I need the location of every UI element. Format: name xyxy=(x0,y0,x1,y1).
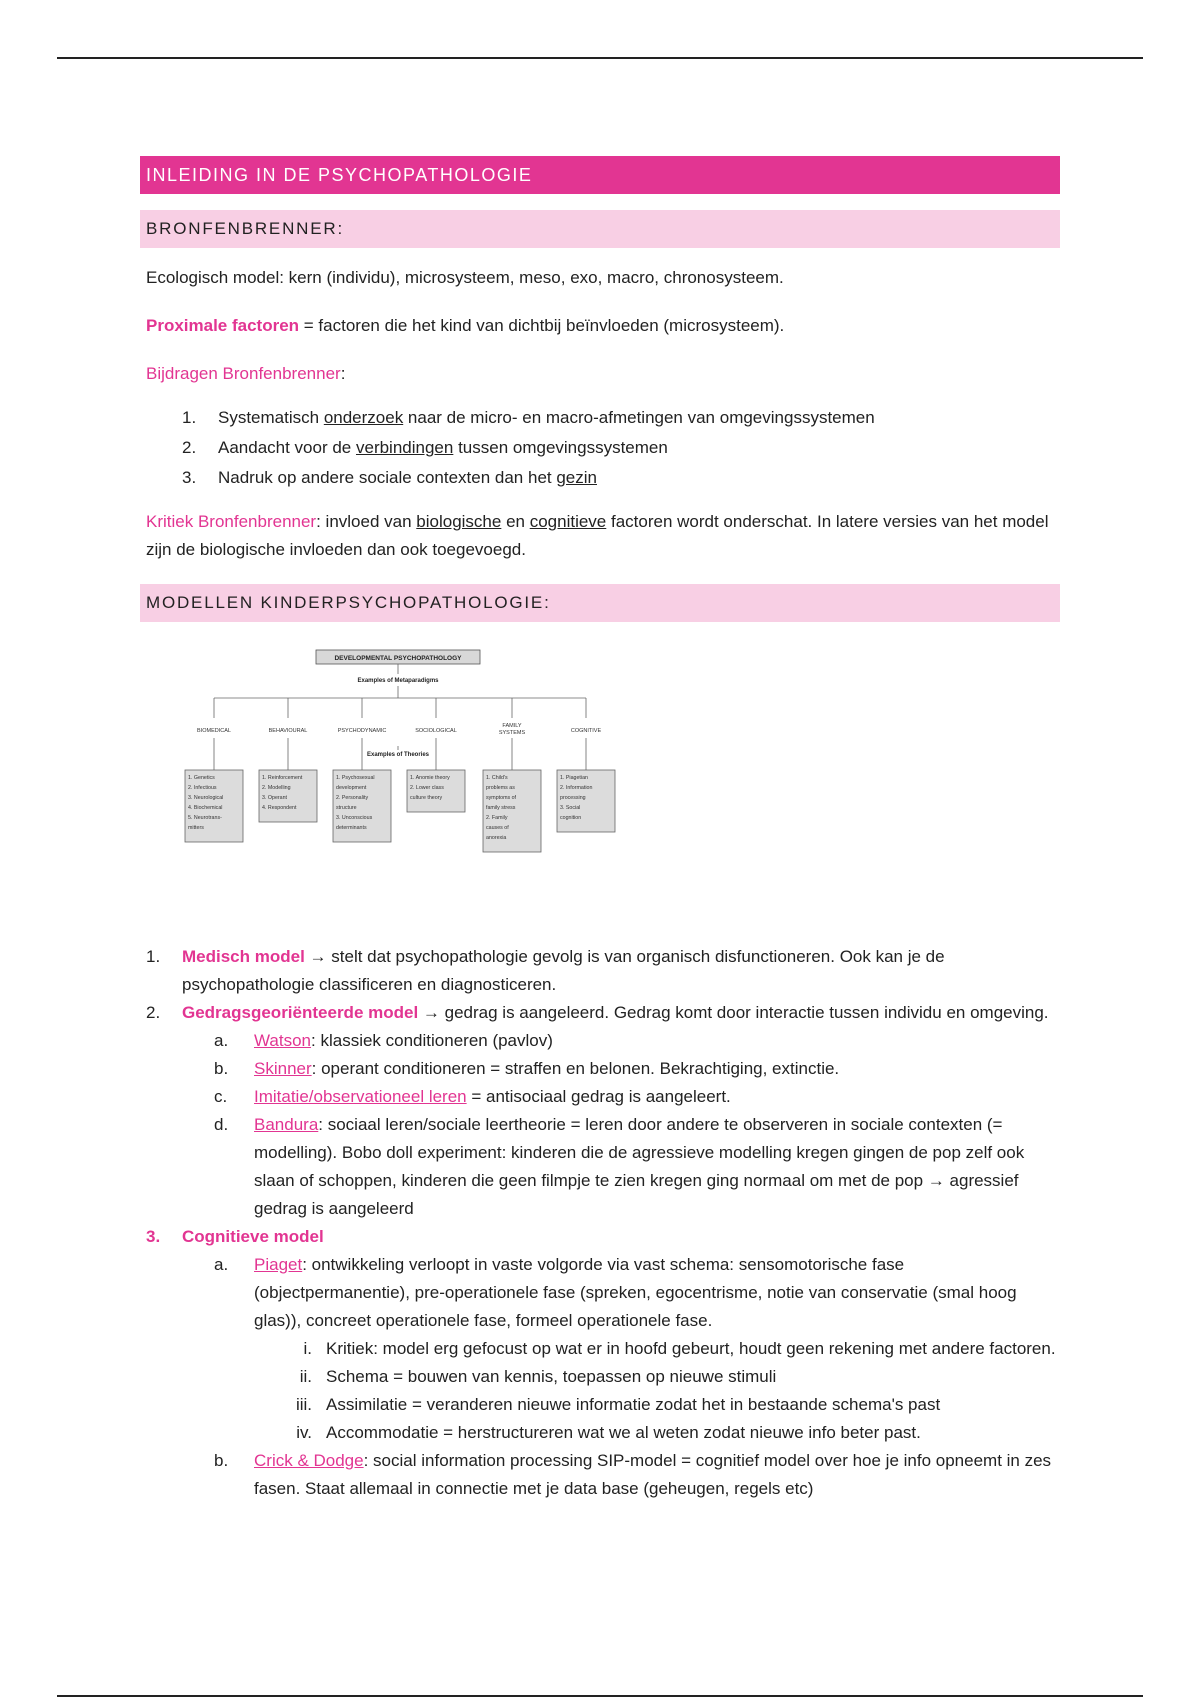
diagram-theory-item: 1. Genetics xyxy=(188,775,215,781)
list-roman: ii. xyxy=(299,1367,312,1386)
list-item xyxy=(140,404,1060,432)
diagram-theory-item: structure xyxy=(336,805,357,811)
list-number: 2. xyxy=(146,1003,161,1022)
link-crick-dodge[interactable]: Crick & Dodge xyxy=(254,1451,364,1470)
critique-text: factoren wordt onderschat. In latere versies van het model zijn de biologische invloeden dan ook toegevoegd. xyxy=(146,512,1049,559)
list-letter: c. xyxy=(214,1087,228,1106)
term-medical-model: Medisch model xyxy=(182,947,305,966)
underlined-word: verbindingen xyxy=(355,438,454,457)
critique-label: Kritiek Bronfenbrenner xyxy=(146,512,317,531)
link-bandura[interactable]: Bandura xyxy=(254,1115,319,1134)
document-body xyxy=(140,156,1060,1503)
diagram-sublabel-metaparadigms: Examples of Metaparadigms xyxy=(357,678,439,684)
list-text: tussen omgevingssystemen xyxy=(453,438,668,457)
list-letter: b. xyxy=(214,1451,229,1470)
diagram-theory-item: 2. Modelling xyxy=(262,785,291,791)
arrow-icon: → xyxy=(304,947,332,966)
roman-item-text: Assimilatie = veranderen nieuwe informatie zodat het in bestaande schema's past xyxy=(326,1395,941,1414)
paragraph-proximal-factors xyxy=(146,312,1060,340)
diagram-theory-item: 3. Unconscious xyxy=(336,815,373,821)
underlined-word: gezin xyxy=(556,468,597,487)
diagram-theory-item: mitters xyxy=(188,825,204,831)
main-heading: INLEIDING IN DE PSYCHOPATHOLOGIE xyxy=(140,156,1060,194)
model-description: stelt dat psychopathologie gevolg is van organisch disfunctioneren. Ook kan je de psychopathologie classificeren en diagnosticeren. xyxy=(182,947,945,994)
list-item xyxy=(140,464,1060,492)
section-heading-bronfenbrenner: BRONFENBRENNER: xyxy=(140,210,1060,248)
sub-item xyxy=(140,1251,1060,1335)
model-item-cognitive xyxy=(140,1223,1060,1251)
list-letter: b. xyxy=(214,1059,229,1078)
diagram-theory-item: 2. Information xyxy=(560,785,593,791)
diagram-column-label: BIOMEDICAL xyxy=(197,728,231,734)
diagram-theory-item: 2. Infectious xyxy=(188,785,217,791)
diagram-column-label: PSYCHODYNAMIC xyxy=(337,728,387,734)
sub-item-text: : ontwikkeling verloopt in vaste volgorde via vast schema: sensomotorische fase (objectpermanentie), pre-operationele fase (spreken, egocentrisme, notie van conservatie (smal hoog glas)), concreet operationele fase, formeel operationele fase. xyxy=(254,1255,1017,1330)
diagram-theory-item: 3. Neurological xyxy=(188,795,224,801)
link-piaget[interactable]: Piaget xyxy=(254,1255,303,1274)
paragraph-critique xyxy=(146,508,1060,564)
roman-item-text: Kritiek: model erg gefocust op wat er in hoofd gebeurt, houdt geen rekening met andere factoren. xyxy=(326,1339,1056,1358)
diagram-column-label: SOCIOLOGICAL xyxy=(415,728,457,734)
diagram-theory-item: 2. Family xyxy=(486,815,508,821)
critique-text: : invloed van xyxy=(316,512,417,531)
arrow-icon: → xyxy=(418,1003,445,1022)
link-watson[interactable]: Watson xyxy=(254,1031,312,1050)
sub-item-text: : klassiek conditioneren (pavlov) xyxy=(311,1031,553,1050)
top-rule xyxy=(57,57,1143,59)
roman-item-text: Schema = bouwen van kennis, toepassen op nieuwe stimuli xyxy=(326,1367,777,1386)
roman-item xyxy=(140,1363,1060,1391)
diagram-theory-item: 1. Child's xyxy=(486,775,508,781)
diagram-theory-item: 3. Social xyxy=(560,805,581,811)
model-item-medical xyxy=(140,943,1060,999)
sub-item xyxy=(140,1083,1060,1111)
underlined-word: biologische xyxy=(416,512,502,531)
sub-item-text: : sociaal leren/sociale leertheorie = leren door andere te observeren in sociale contexten (= modelling). Bobo doll experiment: kinderen die de agressieve modelling kregen gingen de pop zelf ook slaan of schoppen, kinderen die geen filmpje te zien kregen ging normaal om met de pop → agressief gedrag is aangeleerd xyxy=(254,1115,1025,1218)
list-number: 1. xyxy=(182,408,197,427)
sub-item-text: = antisociaal gedrag is aangeleert. xyxy=(466,1087,731,1106)
models-list xyxy=(140,943,1060,1503)
diagram-theory-item: family stress xyxy=(486,805,516,811)
proximal-factors-definition: = factoren die het kind van dichtbij beïnvloeden (microsysteem). xyxy=(299,316,785,335)
sub-item-text: : social information processing SIP-model = cognitief model over hoe je info opneemt in zes fasen. Staat allemaal in connectie met je data base (geheugen, regels etc) xyxy=(254,1451,1052,1498)
diagram-theory-item: causes of xyxy=(486,825,509,831)
term-proximal-factors: Proximale factoren xyxy=(146,316,300,335)
term-behavioral-model: Gedragsgeoriënteerde model xyxy=(182,1003,419,1022)
list-number: 1. xyxy=(146,947,161,966)
diagram-theory-item: symptoms of xyxy=(486,795,517,801)
diagram-theory-item: 2. Personality xyxy=(336,795,369,801)
model-item-behavioral xyxy=(140,999,1060,1027)
list-letter: d. xyxy=(214,1115,229,1134)
sub-item xyxy=(140,1055,1060,1083)
diagram-theory-item: culture theory xyxy=(410,795,443,801)
diagram-theory-item: development xyxy=(336,785,367,791)
list-number: 3. xyxy=(146,1227,161,1246)
diagram-column-label: FAMILY xyxy=(502,723,522,729)
link-skinner[interactable]: Skinner xyxy=(254,1059,312,1078)
diagram-column-label: COGNITIVE xyxy=(570,728,602,734)
bottom-rule xyxy=(57,1695,1143,1697)
sub-item xyxy=(140,1027,1060,1055)
diagram-theory-item: 1. Piagetian xyxy=(560,775,588,781)
diagram-theory-item: 1. Psychosexual xyxy=(336,775,375,781)
list-roman: i. xyxy=(303,1339,312,1358)
psychopathology-diagram xyxy=(166,646,636,916)
diagram-theory-item: 5. Neurotrans- xyxy=(188,815,222,821)
list-text: Aandacht voor de xyxy=(218,438,356,457)
list-letter: a. xyxy=(214,1031,229,1050)
list-roman: iii. xyxy=(295,1395,312,1414)
diagram-theory-item: 2. Lower class xyxy=(410,785,444,791)
diagram-column-label: BEHAVIOURAL xyxy=(268,728,308,734)
section-heading-models: MODELLEN KINDERPSYCHOPATHOLOGIE: xyxy=(140,584,1060,622)
roman-item-text: Accommodatie = herstructureren wat we al weten zodat nieuwe info beter past. xyxy=(326,1423,921,1442)
roman-item xyxy=(140,1391,1060,1419)
diagram-column-label: SYSTEMS xyxy=(498,730,526,736)
list-text: naar de micro- en macro-afmetingen van omgevingssystemen xyxy=(403,408,875,427)
diagram-theory-item: cognition xyxy=(560,815,582,821)
diagram-theory-item: 1. Reinforcement xyxy=(262,775,303,781)
list-number: 2. xyxy=(182,438,197,457)
diagram-theory-item: problems as xyxy=(486,785,515,791)
diagram-sublabel-theories: Examples of Theories xyxy=(366,752,430,758)
diagram-theory-item: 4. Respondent xyxy=(262,805,297,811)
term-cognitive-model: Cognitieve model xyxy=(182,1227,324,1246)
roman-item xyxy=(140,1335,1060,1363)
list-item xyxy=(140,434,1060,462)
sub-item xyxy=(140,1111,1060,1223)
contributions-label: Bijdragen Bronfenbrenner xyxy=(146,364,341,383)
list-number: 3. xyxy=(182,468,197,487)
underlined-word: cognitieve xyxy=(529,512,607,531)
critique-text: en xyxy=(501,512,530,531)
link-imitation[interactable]: Imitatie/observationeel leren xyxy=(254,1087,467,1106)
paragraph-ecological-model: Ecologisch model: kern (individu), microsysteem, meso, exo, macro, chronosysteem. xyxy=(146,268,784,287)
sub-item xyxy=(140,1447,1060,1503)
diagram-theory-item: 3. Operant xyxy=(262,795,288,801)
roman-item xyxy=(140,1419,1060,1447)
contributions-list xyxy=(140,404,1060,492)
list-letter: a. xyxy=(214,1255,229,1274)
list-text: Nadruk op andere sociale contexten dan het xyxy=(218,468,557,487)
paragraph-contributions xyxy=(146,360,1060,388)
list-roman: iv. xyxy=(296,1423,312,1442)
list-text: Systematisch xyxy=(218,408,324,427)
underlined-word: onderzoek xyxy=(323,408,404,427)
diagram-theory-item: anorexia xyxy=(486,835,507,841)
model-description: gedrag is aangeleerd. Gedrag komt door interactie tussen individu en omgeving. xyxy=(444,1003,1049,1022)
diagram-theory-item: 1. Anomie theory xyxy=(410,775,450,781)
diagram-theory-item: processing xyxy=(560,795,586,801)
diagram-theory-item: 4. Biochemical xyxy=(188,805,223,811)
diagram-theory-item: determinants xyxy=(336,825,367,831)
sub-item-text: : operant conditioneren = straffen en belonen. Bekrachtiging, extinctie. xyxy=(311,1059,840,1078)
diagram-top-label: DEVELOPMENTAL PSYCHOPATHOLOGY xyxy=(334,655,462,662)
contributions-colon: : xyxy=(340,364,346,383)
